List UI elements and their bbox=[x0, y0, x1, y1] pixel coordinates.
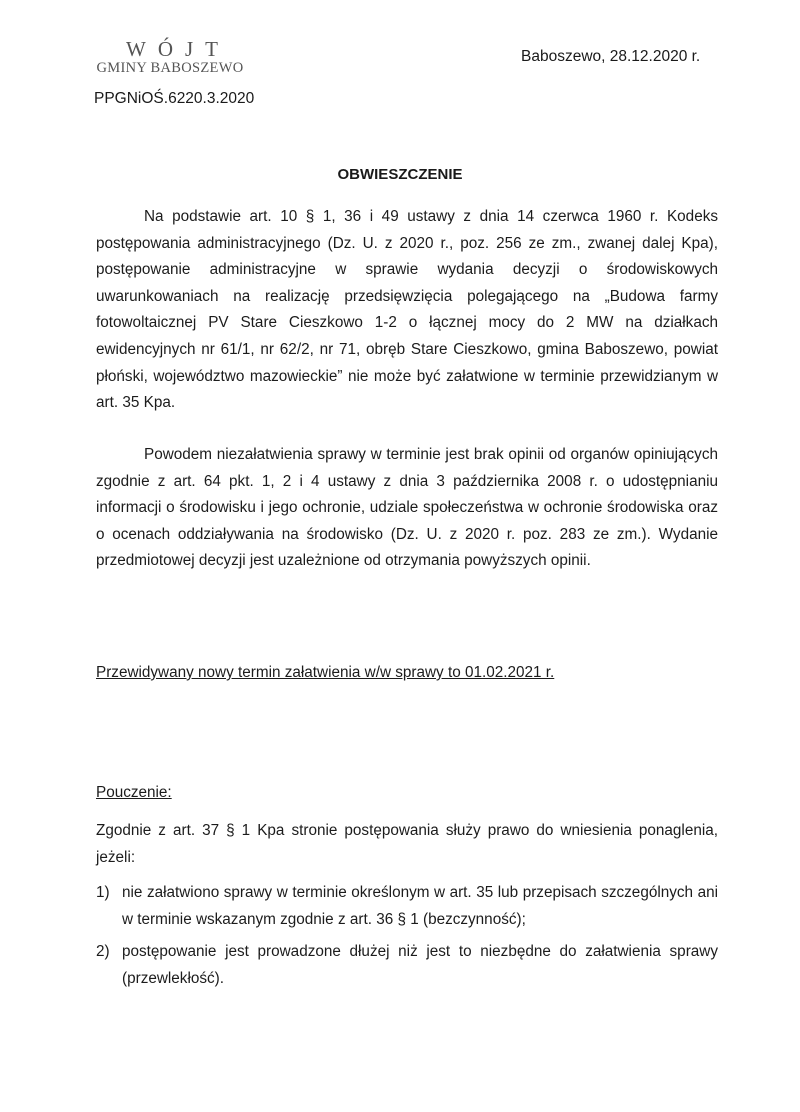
paragraph-text: Na podstawie art. 10 § 1, 36 i 49 ustawy z dnia 14 czerwca 1960 r. Kodeks postępowania administracyjnego (Dz. U. z 2020 r., poz. 256 ze zm., zwanej dalej Kpa), postępowanie administracyjne w sprawie wydania decyzji o środowiskowych uwarunkowaniach na realizację przedsięwzięcia polegającego na „Budowa farmy fotowoltaicznej PV Stare Cieszkowo 1-2 o łącznej mocy do 2 MW na działkach ewidencyjnych nr 61/1, nr 62/2, nr 71, obręb Stare Cieszkowo, gmina Baboszewo, powiat płoński, województwo mazowieckie” nie może być załatwione w terminie przewidzianym w art. 35 Kpa. bbox=[96, 208, 718, 412]
instruction-heading: Pouczenie: bbox=[96, 784, 172, 801]
list-item bbox=[96, 939, 718, 992]
paragraph-legal-basis bbox=[96, 204, 718, 417]
reference-number: PPGNiOŚ.6220.3.2020 bbox=[94, 90, 255, 107]
list-item-text: nie załatwiono sprawy w terminie określonym w art. 35 lub przepisach szczególnych ani w terminie wskazanym zgodnie z art. 36 § 1 (bezczynność); bbox=[122, 884, 718, 928]
list-item-number: 1) bbox=[96, 884, 110, 901]
instruction-list bbox=[96, 880, 718, 998]
paragraph-text: Powodem niezałatwienia sprawy w terminie jest brak opinii od organów opiniujących zgodnie z art. 64 pkt. 1, 2 i 4 ustawy z dnia 3 października 2008 r. o udostępnianiu informacji o środowisku i jego ochronie, udziale społeczeństwa w ochronie środowiska oraz o ocenach oddziaływania na środowisko (Dz. U. z 2020 r. poz. 283 ze zm.). Wydanie przedmiotowej decyzji jest uzależnione od otrzymania powyższych opinii. bbox=[96, 446, 718, 570]
list-item-number: 2) bbox=[96, 943, 110, 961]
document-title: OBWIESZCZENIE bbox=[337, 166, 463, 183]
place-date: Baboszewo, 28.12.2020 r. bbox=[521, 48, 701, 65]
list-item bbox=[96, 880, 718, 933]
instruction-intro: Zgodnie z art. 37 § 1 Kpa stronie postępowania służy prawo do wniesienia ponaglenia, jeżeli: bbox=[96, 822, 718, 866]
paragraph-reason bbox=[96, 442, 718, 575]
list-item-text: postępowanie jest prowadzone dłużej niż jest to niezbędne do załatwienia sprawy (przewlekłość). bbox=[122, 943, 718, 987]
stamp-title: WÓJT bbox=[126, 37, 230, 61]
official-stamp bbox=[88, 38, 258, 76]
new-deadline-note: Przewidywany nowy termin załatwienia w/w sprawy to 01.02.2021 r. bbox=[96, 664, 555, 681]
stamp-subtitle: GMINY BABOSZEWO bbox=[96, 60, 244, 76]
